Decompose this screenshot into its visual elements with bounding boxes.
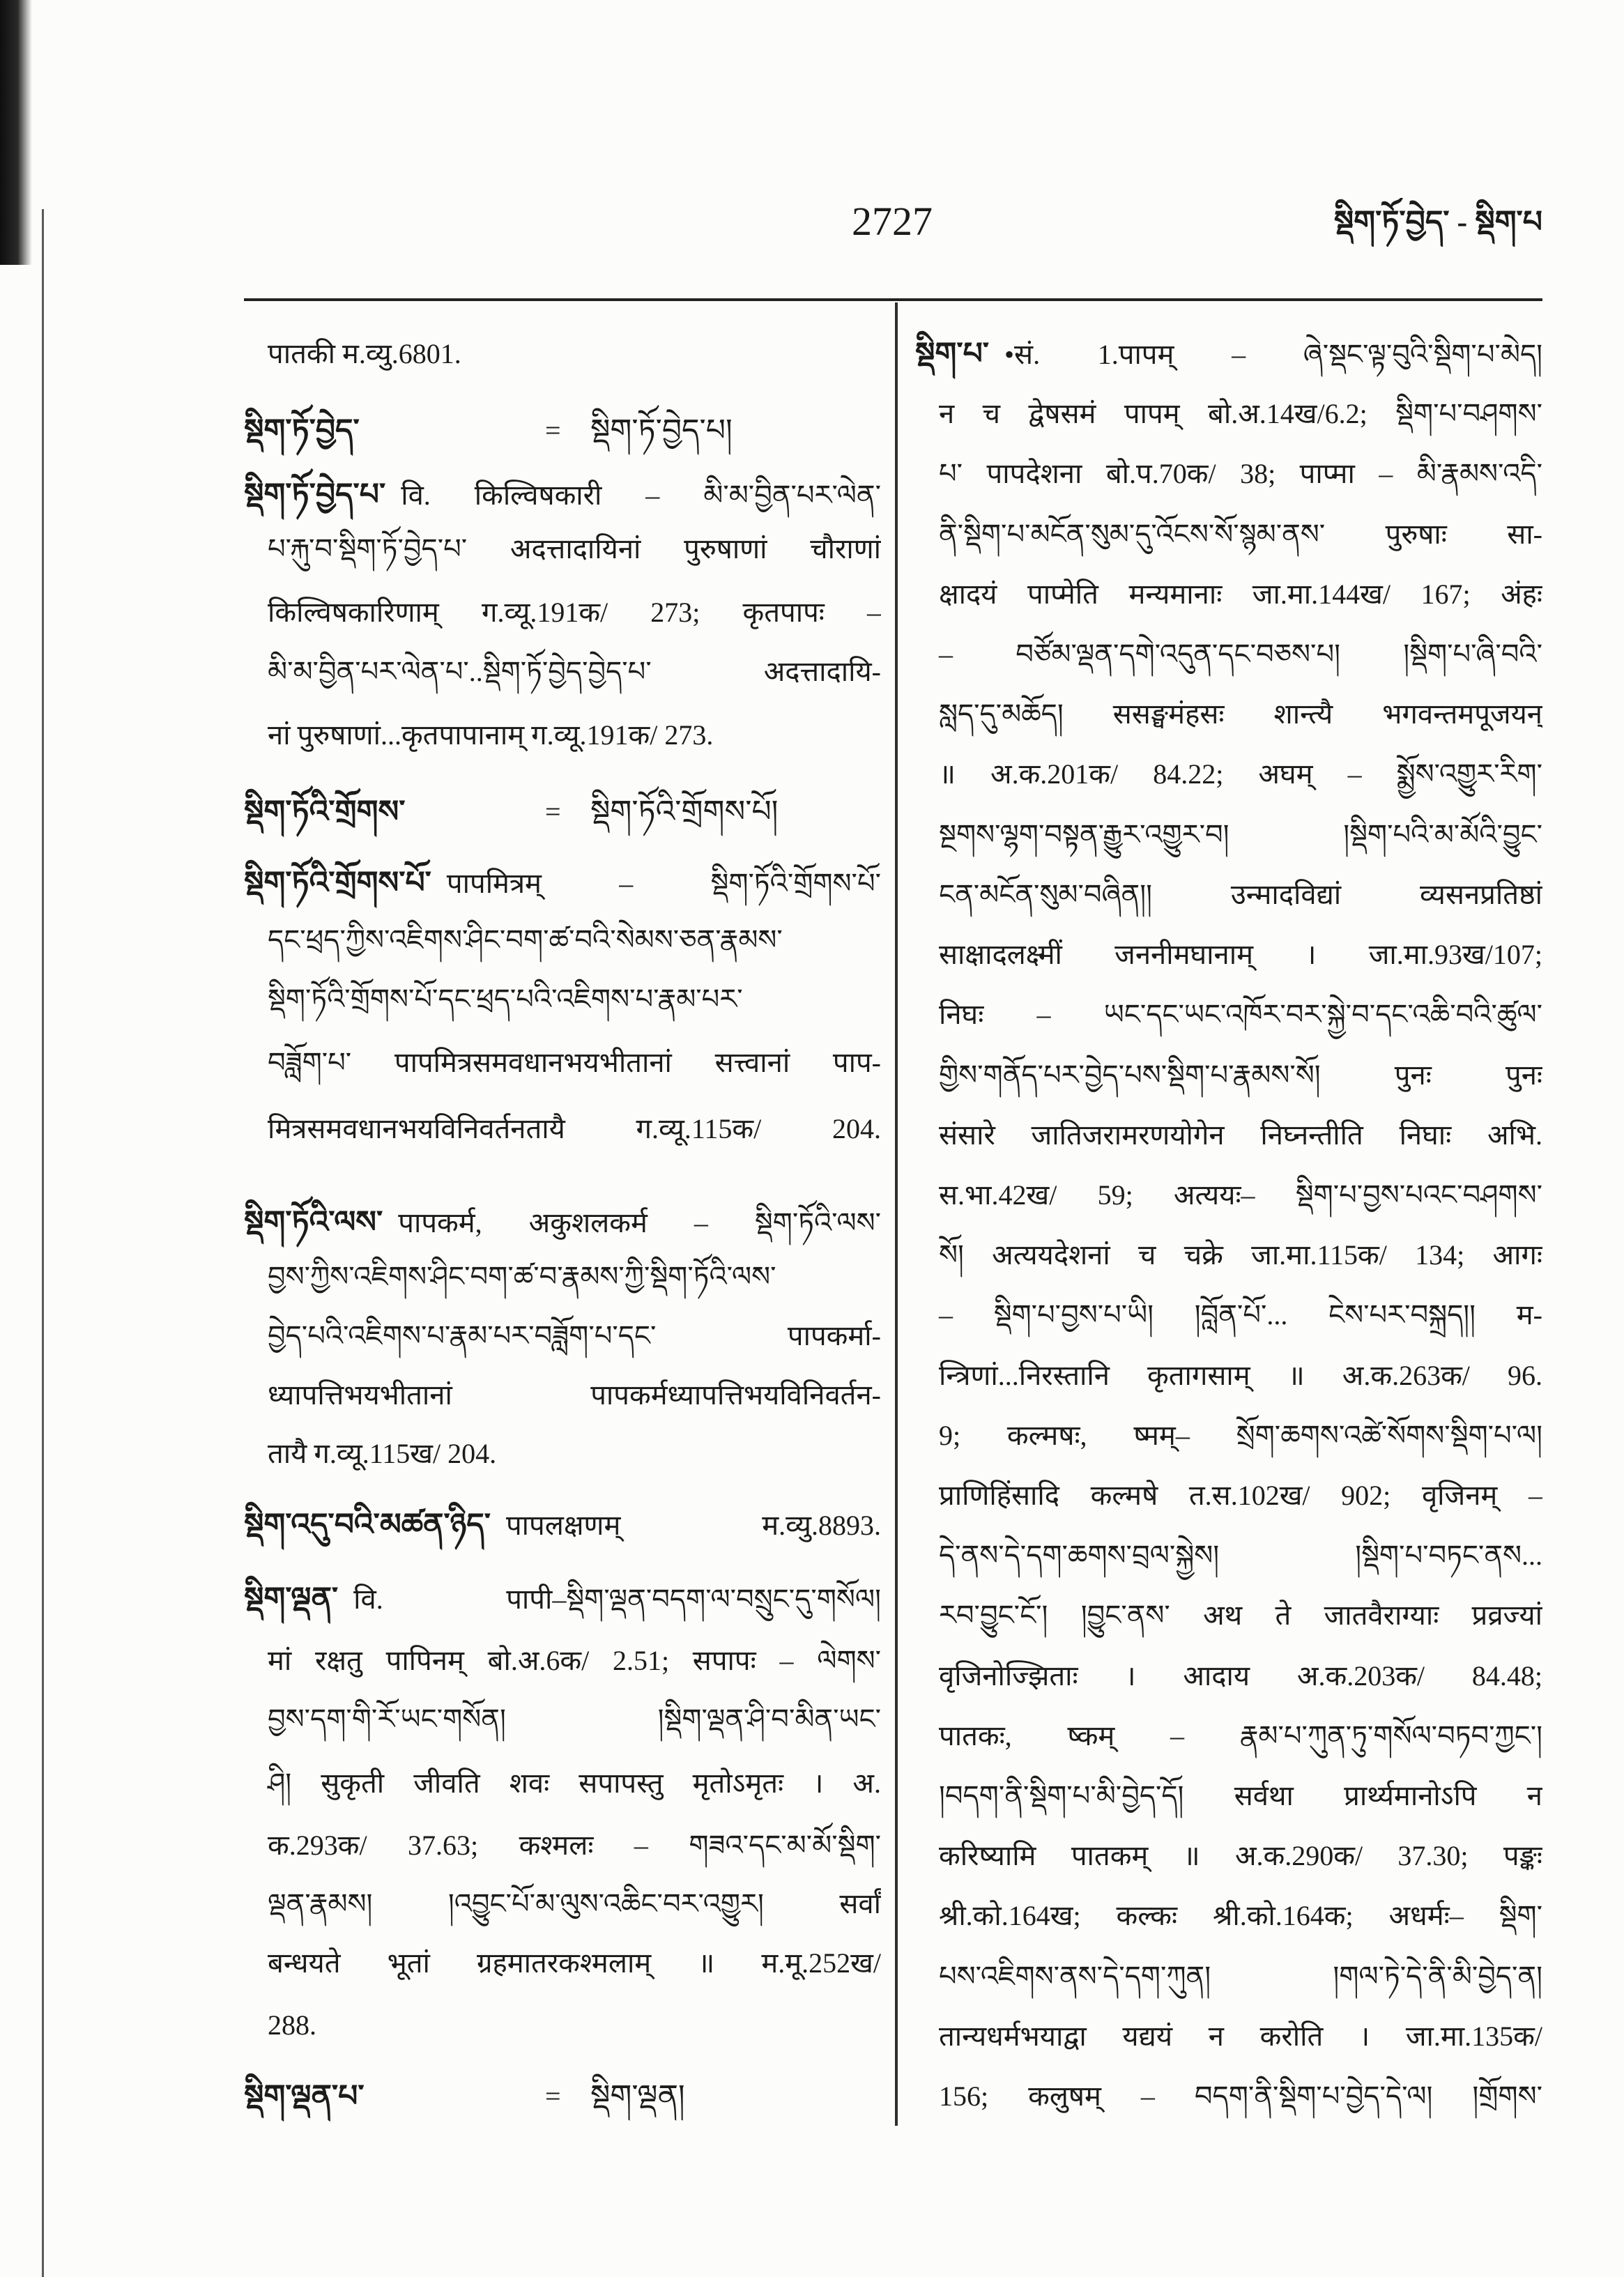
cross-reference-line (244, 2067, 881, 2126)
entry-line (244, 1874, 881, 1934)
entry-line (244, 583, 881, 643)
entry-text: नां पुरुषाणां...कृतपापानाम् ग.व्यू.191क/ 273. (268, 719, 714, 751)
entry-line (244, 1995, 881, 2055)
entry-text: पापलक्षणम् म.व्यु.8893. (505, 1510, 881, 1541)
entry-line (915, 505, 1542, 565)
entry-line (915, 1225, 1542, 1285)
entry-line (915, 1285, 1542, 1345)
entry-line (915, 1947, 1542, 2007)
entry-text: स.भा.42ख/ 59; अत्ययः– སྡིག་པ་བྱས་པའང་བཤགས་ (939, 1179, 1542, 1211)
equals-sign: = (545, 2080, 561, 2112)
headword: སྡིག་ལྡན་པ་ (244, 2079, 365, 2113)
scan-edge-line (42, 209, 44, 2277)
entry-line (244, 1816, 881, 1876)
entry-text: श्री.को.164ख; कल्कः श्री.को.164क; अधर्मः– སྡིག་ (939, 1900, 1542, 1931)
headword: སྡིག་ཏོའི་ལས་ (244, 1205, 383, 1239)
entry-line (244, 519, 881, 579)
headword: སྡིག་ཏོའི་གྲོགས་ (244, 795, 406, 829)
entry-text: क.293क/ 37.63; कश्मलः – གཟའ་དང་མ་མོ་སྡིག་ (268, 1830, 881, 1861)
headword: སྡིག་ཏོ་བྱེད་པ་ (244, 477, 386, 512)
entry-line (915, 2007, 1542, 2067)
entry-text: ཤི། सुकृती जीवति शवः सपापस्तु मृतोऽमृतः । अ. (268, 1768, 881, 1799)
headword: སྡིག་པ་ (915, 337, 990, 371)
entry-line (244, 910, 881, 970)
entry-line (915, 1045, 1542, 1105)
entry-text: न च द्वेषसमं पापम् बो.अ.14ख/6.2; སྡིག་པ་བཤགས་ (939, 398, 1542, 429)
entry-text: बन्धयते भूतां ग्रहमातरकश्मलाम् ॥ म.मू.252ख/ (268, 1947, 881, 1979)
entry-text: ངན་མངོན་སུམ་བཞིན།། उन्मादविद्यां व्यसनप्रतिष्ठां (939, 879, 1542, 910)
headword: སྡིག་འདུ་བའི་མཚན་ཉིད་ (244, 1508, 491, 1542)
entry-line (244, 1193, 881, 1252)
cross-reference-line (244, 401, 881, 461)
entry-text: 156; कलुषम् – བདག་ནི་སྡིག་པ་བྱེད་དེ་ལ། །གྲོགས་ (939, 2080, 1542, 2112)
entry-line (915, 1105, 1542, 1165)
entry-line (244, 1365, 881, 1425)
entry-line (915, 324, 1542, 384)
right-column (915, 0, 1542, 2277)
entry-line (915, 1826, 1542, 1886)
entry-line (915, 444, 1542, 504)
entry-text: किल्विषकारिणाम् ग.व्यू.191क/ 273; कृतपापः – (268, 597, 881, 628)
entry-line (244, 1424, 881, 1484)
entry-line (915, 1406, 1542, 1466)
entry-text: पातकः, ष्कम् – རྣམ་པ་ཀུན་ཏུ་གསོལ་བཏབ་ཀྱང་། (939, 1720, 1542, 1751)
entry-text: संसारे जातिजरामरणयोगेन निघ्नन्तीति निघाः अभि. (939, 1119, 1542, 1151)
entry-line (915, 1466, 1542, 1526)
entry-text: मित्रसमवधानभयविनिवर्तनतायै ग.व्यू.115क/ 204. (268, 1113, 881, 1144)
entry-text: དེ་ནས་དེ་དག་ཆགས་བྲལ་སྐྱེས། །སྡིག་པ་བཏང་ནས... (939, 1540, 1542, 1571)
entry-line (244, 1569, 881, 1629)
cross-reference-target: སྡིག་ལྡན། (590, 2079, 685, 2113)
entry-text: पातकी म.व्यु.6801. (268, 338, 461, 369)
entry-line (915, 624, 1542, 684)
entry-line (244, 705, 881, 765)
entry-line (915, 1766, 1542, 1826)
entry-line (244, 324, 881, 384)
equals-sign: = (545, 796, 561, 827)
entry-text: – སྡིག་པ་བྱས་པ་ཡི། །བློན་པོ་... ངེས་པར་བསྐྲད།། म- (939, 1299, 1542, 1331)
entry-line (244, 1754, 881, 1814)
entry-line (244, 1247, 881, 1307)
entry-text: वि. पापी–སྡིག་ལྡན་བདག་ལ་བསྲུང་དུ་གསོལ། (353, 1584, 881, 1615)
cross-reference-target: སྡིག་ཏོའི་གྲོགས་པོ། (590, 795, 779, 829)
entry-text: ལྡན་རྣམས། །འབྱུང་པོ་མ་ལུས་འཆིང་བར་འགྱུར། सर्वां (268, 1888, 881, 1919)
entry-text: མི་མ་བྱིན་པར་ལེན་པ་..སྡིག་ཏོ་བྱེད་བྱེད་པ་ अदत्तादायि- (268, 656, 881, 687)
entry-text: པས་འཇིགས་ནས་དེ་དག་ཀུན། །གལ་ཏེ་དེ་ནི་མི་བྱེད་ན། (939, 1961, 1542, 1992)
equals-sign: = (545, 415, 561, 446)
entry-line (915, 925, 1542, 985)
entry-line (915, 985, 1542, 1045)
entry-text: पापकर्म, अकुशलकर्म – སྡིག་ཏོའི་ལས་ (398, 1207, 881, 1239)
entry-line (244, 1933, 881, 1993)
headword: སྡིག་ཏོའི་གྲོགས་པོ་ (244, 866, 431, 900)
entry-line (244, 1099, 881, 1159)
entry-line (244, 969, 881, 1029)
entry-line (915, 1346, 1542, 1406)
entry-text: སླད་དུ་མཆོད། ससङ्घमंहसः शान्त्यै भगवन्तमपूजयन् (939, 698, 1542, 730)
entry-text: 9; कल्मषः, ष्मम्– སྲོག་ཆགས་འཚེ་སོགས་སྡིག་པ་ལ། (939, 1420, 1542, 1451)
entry-text: སྔགས་ལྷག་བསྟན་རྒྱུར་འགྱུར་བ། །སྡིག་པའི་མ་མོའི་བྱུང་ (939, 819, 1542, 850)
entry-line (915, 684, 1542, 744)
entry-text: དང་ཕྲད་ཀྱིས་འཇིགས་ཤིང་བག་ཚ་བའི་སེམས་ཅན་རྣམས་ (268, 924, 783, 956)
page-number: 2727 (852, 199, 933, 244)
entry-text: བྱེད་པའི་འཇིགས་པ་རྣམ་པར་བཟློག་པ་དང་ पापकर्मा- (268, 1320, 881, 1351)
entry-text: पापमित्रम् – སྡིག་ཏོའི་གྲོགས་པོ་ (446, 868, 881, 899)
column-divider (895, 302, 898, 2126)
entry-line (915, 805, 1542, 865)
headword: སྡིག་ལྡན་ (244, 1581, 339, 1616)
entry-text: 288. (268, 2009, 316, 2041)
entry-text: – བཙོམ་ལྡན་དགེ་འདུན་དང་བཅས་པ། །སྡིག་པ་ཞི་བའི་ (939, 638, 1542, 670)
entry-text: སྡིག་ཏོའི་གྲོགས་པོ་དང་ཕྲད་པའི་འཇིགས་པ་རྣམ་པར་ (268, 983, 743, 1015)
entry-text: པ་རྐུ་བ་སྡིག་ཏོ་བྱེད་པ་ अदत्तादायिनां पुरुषाणां चौराणां (268, 533, 881, 565)
running-head: སྡིག་ཏོ་བྱེད་ - སྡིག་པ (1333, 205, 1542, 239)
entry-line (244, 1495, 881, 1555)
headword: སྡིག་ཏོ་བྱེད་ (244, 413, 360, 447)
left-column (244, 0, 881, 2277)
entry-line (915, 1646, 1542, 1706)
entry-line (915, 865, 1542, 925)
entry-text: तान्यधर्मभयाद्वा यद्ययं न करोति । जा.मा.135क/ (939, 2021, 1542, 2052)
entry-text: निघः – ཡང་དང་ཡང་འཁོར་བར་སྐྱེ་བ་དང་འཆི་བའི་ཚུལ་ (939, 999, 1542, 1030)
entry-line (244, 465, 881, 525)
entry-text: ॥ अ.क.201क/ 84.22; अघम् – སྨྱོས་འགྱུར་རིག་ (939, 758, 1542, 790)
entry-text: वृजिनोज्झिताः । आदाय अ.क.203क/ 84.48; (939, 1660, 1542, 1692)
entry-text: པ་ पापदेशना बो.प.70क/ 38; पाप्मा – མི་རྣམས་འདི་ (939, 458, 1542, 489)
entry-text: क्षादयं पाप्मेति मन्यमानाः जा.मा.144ख/ 167; अंहः (939, 578, 1542, 610)
entry-line (915, 1586, 1542, 1646)
entry-line (915, 1706, 1542, 1766)
entry-text: मां रक्षतु पापिनम् बो.अ.6क/ 2.51; सपापः – ལེགས་ (268, 1645, 881, 1676)
entry-line (915, 1165, 1542, 1225)
entry-text: तायै ग.व्यू.115ख/ 204. (268, 1438, 497, 1469)
cross-reference-target: སྡིག་ཏོ་བྱེད་པ། (590, 413, 733, 447)
entry-text: ध्यापत्तिभयभीतानां पापकर्मध्यापत्तिभयविनिवर्तन- (268, 1379, 881, 1411)
entry-line (915, 2067, 1542, 2126)
entry-line (915, 1886, 1542, 1946)
scan-edge-shadow (0, 0, 32, 265)
entry-text: वि. किल्विषकारी – མི་མ་བྱིན་པར་ལེན་ (401, 480, 881, 511)
entry-line (244, 1306, 881, 1366)
entry-text: རབ་བྱུང་ངོ་། །བྱུང་ནས་ अथ ते जातवैराग्याः प्रव्रज्यां (939, 1600, 1542, 1631)
entry-text: साक्षादलक्ष्मीं जननीमघानाम् । जा.मा.93ख/107; (939, 939, 1542, 970)
entry-line (915, 744, 1542, 804)
entry-line (244, 642, 881, 702)
entry-text: •सं. 1.पापम् – ཞེ་སྡང་ལྟ་བུའི་སྡིག་པ་མེད། (1004, 339, 1542, 370)
entry-text: གྱིས་གནོད་པར་བྱེད་པས་སྡིག་པ་རྣམས་སོ། पुनः पुनः (939, 1059, 1542, 1091)
entry-line (915, 384, 1542, 444)
entry-line (244, 1631, 881, 1691)
entry-text: བྱས་ཀྱིས་འཇིགས་ཤིང་བག་ཚ་བ་རྣམས་ཀྱི་སྡིག་ཏོའི་ལས་ (268, 1261, 776, 1292)
entry-line (244, 1689, 881, 1749)
entry-line (915, 1526, 1542, 1586)
cross-reference-line (244, 782, 881, 842)
entry-text: प्राणिहिंसादि कल्मषे त.स.102ख/ 902; वृजिनम् – (939, 1480, 1542, 1511)
entry-text: བྱས་དག་གི་རོ་ཡང་གསོན། །སྡིག་ལྡན་ཤི་བ་མིན་ཡང་ (268, 1703, 881, 1735)
entry-text: །བདག་ནི་སྡིག་པ་མི་བྱེད་དོ། सर्वथा प्रार्थ्यमानोऽपि न (939, 1780, 1542, 1811)
entry-text: ནི་སྡིག་པ་མངོན་སུམ་དུ་འོངས་སོ་སྙམ་ནས་ पुरुषाः सा- (939, 519, 1542, 550)
entry-line (244, 853, 881, 913)
entry-line (244, 1033, 881, 1093)
entry-text: न्त्रिणां...निरस्तानि कृतागसाम् ॥ अ.क.263क/ 96. (939, 1360, 1542, 1391)
entry-text: སོ། अत्ययदेशनां च चक्रे जा.मा.115क/ 134; आगः (939, 1239, 1542, 1271)
entry-line (915, 565, 1542, 624)
entry-text: करिष्यामि पातकम् ॥ अ.क.290क/ 37.30; पङ्कः (939, 1840, 1542, 1871)
entry-text: བཟློག་པ་ पापमित्रसमवधानभयभीतानां सत्त्वानां पाप- (268, 1047, 881, 1078)
